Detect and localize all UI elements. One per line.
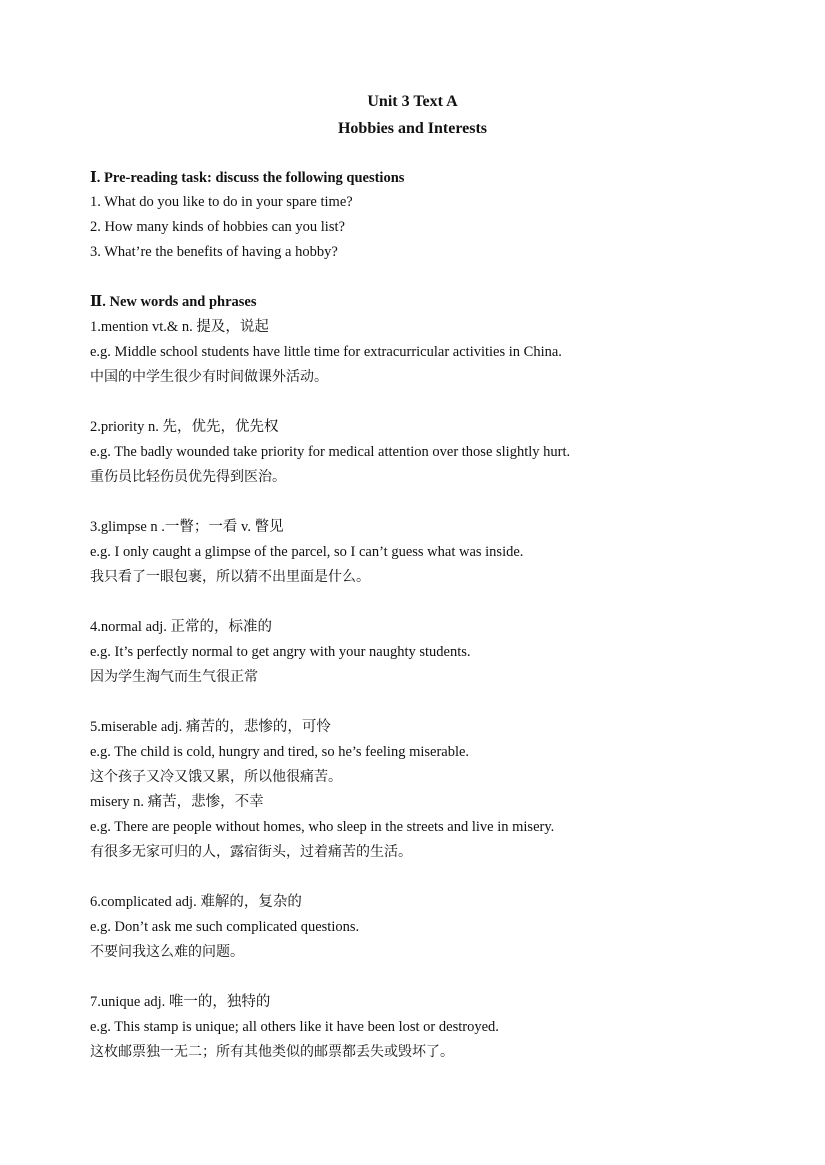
vocab-example-normal: e.g. It’s perfectly normal to get angry with your naughty students. bbox=[90, 644, 471, 660]
document-title: Unit 3 Text A bbox=[367, 93, 458, 110]
vocab-word-unique: 7.unique adj. 唯一的，独特的 bbox=[90, 994, 271, 1010]
vocab-translation-glimpse: 我只看了一眼包裹，所以猜不出里面是什么。 bbox=[90, 569, 370, 585]
vocab-translation-normal: 因为学生淘气而生气很正常 bbox=[90, 669, 258, 685]
vocab-translation-miserable: 这个孩子又冷又饿又累，所以他很痛苦。 bbox=[90, 769, 342, 785]
vocab-word-normal: 4.normal adj. 正常的，标准的 bbox=[90, 619, 273, 635]
question-1: 1. What do you like to do in your spare time? bbox=[90, 194, 353, 210]
vocab-word-misery: misery n. 痛苦，悲惨，不幸 bbox=[90, 794, 264, 810]
vocab-example-mention: e.g. Middle school students have little time for extracurricular activities in China. bbox=[90, 344, 562, 360]
vocab-word-glimpse: 3.glimpse n .一瞥；一看 v. 瞥见 bbox=[90, 519, 284, 535]
vocab-translation-unique: 这枚邮票独一无二；所有其他类似的邮票都丢失或毁坏了。 bbox=[90, 1044, 454, 1060]
vocab-translation-complicated: 不要问我这么难的问题。 bbox=[90, 944, 244, 960]
question-3: 3. What’re the benefits of having a hobby? bbox=[90, 244, 338, 260]
vocab-word-miserable: 5.miserable adj. 痛苦的，悲惨的，可怜 bbox=[90, 719, 331, 735]
section-heading-new-words: Ⅱ. New words and phrases bbox=[90, 294, 257, 310]
vocab-example-complicated: e.g. Don’t ask me such complicated questions. bbox=[90, 919, 360, 935]
vocab-word-mention: 1.mention vt.& n. 提及，说起 bbox=[90, 319, 269, 335]
document-subtitle: Hobbies and Interests bbox=[337, 120, 488, 137]
vocab-example-misery: e.g. There are people without homes, who sleep in the streets and live in misery. bbox=[90, 819, 555, 835]
question-2: 2. How many kinds of hobbies can you list? bbox=[90, 219, 345, 235]
vocab-word-priority: 2.priority n. 先，优先，优先权 bbox=[90, 419, 279, 435]
vocab-translation-mention: 中国的中学生很少有时间做课外活动。 bbox=[90, 369, 328, 385]
vocab-example-priority: e.g. The badly wounded take priority for medical attention over those slightly hurt. bbox=[90, 444, 571, 460]
vocab-word-complicated: 6.complicated adj. 难解的，复杂的 bbox=[90, 894, 302, 910]
vocab-translation-misery: 有很多无家可归的人，露宿街头，过着痛苦的生活。 bbox=[90, 844, 412, 860]
section-heading-pre-reading: Ⅰ. Pre-reading task: discuss the following questions bbox=[90, 170, 405, 186]
vocab-example-glimpse: e.g. I only caught a glimpse of the parcel, so I can’t guess what was inside. bbox=[90, 544, 524, 560]
vocab-example-miserable: e.g. The child is cold, hungry and tired, so he’s feeling miserable. bbox=[90, 744, 470, 760]
vocab-translation-priority: 重伤员比轻伤员优先得到医治。 bbox=[90, 469, 286, 485]
vocab-example-unique: e.g. This stamp is unique; all others like it have been lost or destroyed. bbox=[90, 1019, 499, 1035]
